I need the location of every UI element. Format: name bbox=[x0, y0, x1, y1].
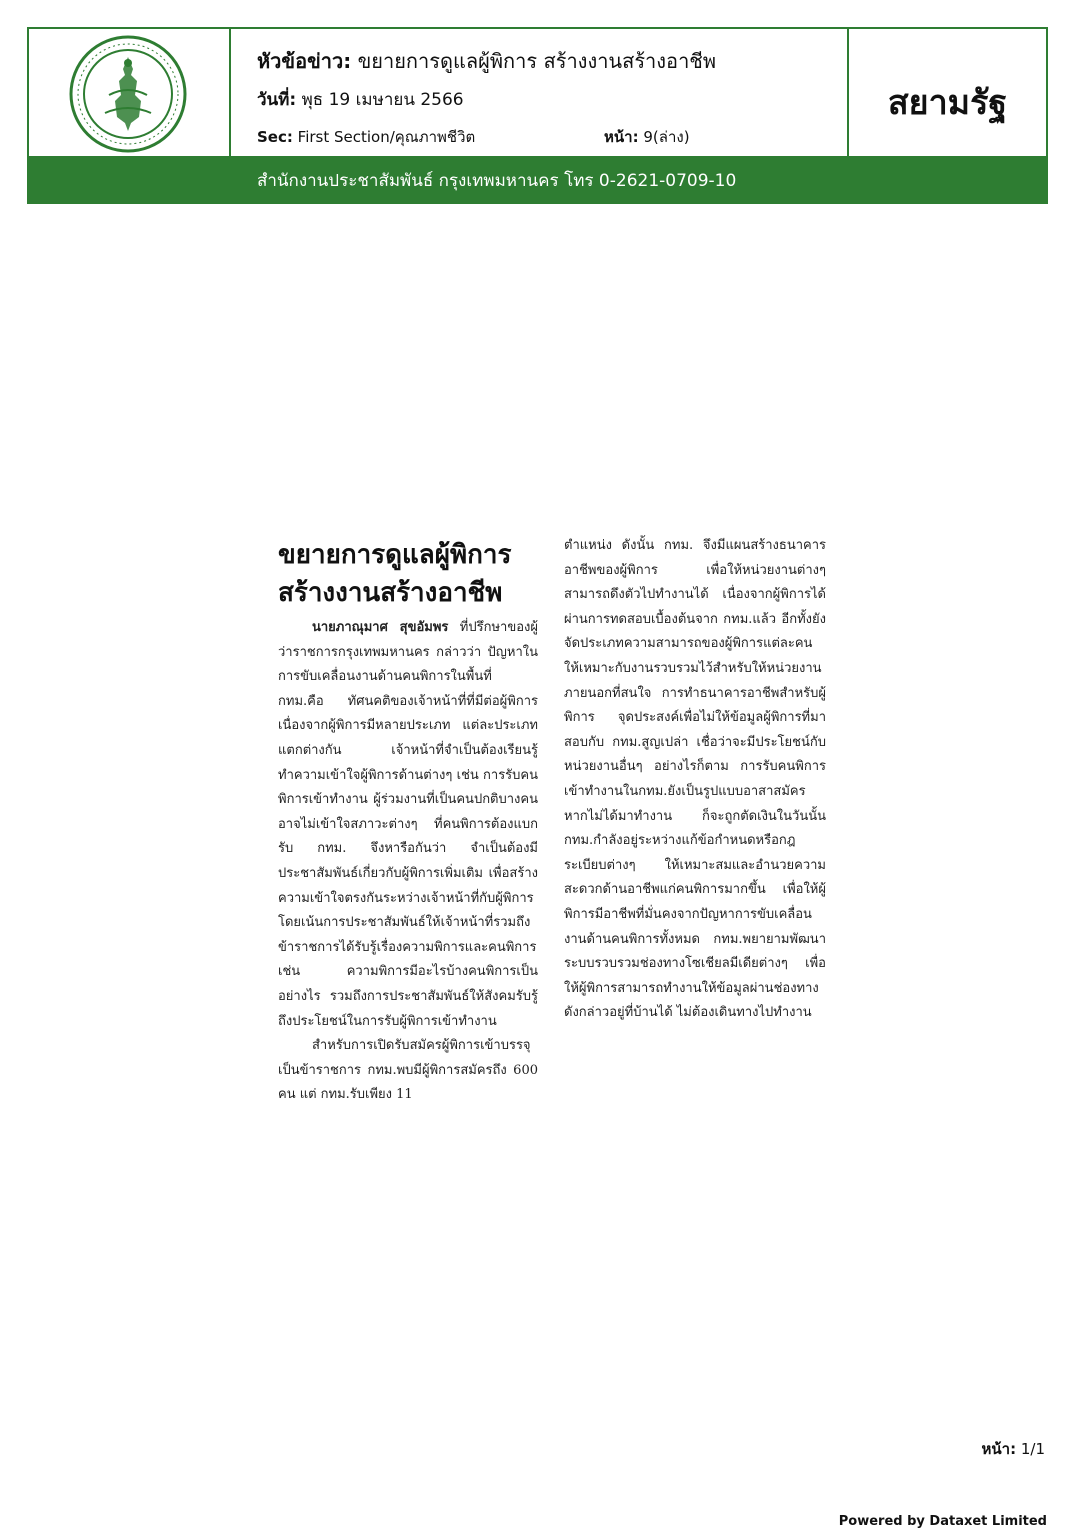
page-count bbox=[982, 1437, 1046, 1461]
bangkok-city-seal-icon bbox=[69, 35, 187, 153]
powered-by: Powered by Dataxet Limited bbox=[838, 1514, 1047, 1529]
article-byname: นายภาณุมาศ สุขอัมพร bbox=[312, 620, 449, 635]
article-paragraph-1: ที่ปรึกษาของผู้ว่าราชการกรุงเทพมหานคร กล่าวว่า ปัญหาในการขับเคลื่อนงานด้านคนพิการในพื้นที่ กทม.คือ ทัศนคติของเจ้าหน้าที่ที่มีต่อผู้พิการ เนื่องจากผู้พิการมีหลายประเภท แต่ละประเภทแตกต่างกัน เจ้าหน้าที่จำเป็นต้องเรียนรู้ทำความเข้าใจผู้พิการด้านต่างๆ เช่น การรับคนพิการเข้าทำงาน ผู้ร่วมงานที่เป็นคนปกติบางคนอาจไม่เข้าใจสภาวะต่างๆ ที่คนพิการต้องแบกรับ กทม. จึงหารือกันว่า จำเป็นต้องมีประชาสัมพันธ์เกี่ยวกับผู้พิการเพิ่มเติม เพื่อสร้างความเข้าใจตรงกันระหว่างเจ้าหน้าที่กับผู้พิการ โดยเน้นการประชาสัมพันธ์ให้เจ้าหน้าที่รวมถึงข้าราชการได้รับรู้เรื่องความพิการและคนพิการเช่น ความพิการมีอะไรบ้างคนพิการเป็นอย่างไร รวมถึงการประชาสัมพันธ์ให้สังคมรับรู้ถึงประโยชน์ในการรับผู้พิการเข้าทำงาน bbox=[278, 620, 538, 1029]
article-headline-line2: สร้างงานสร้างอาชีพ bbox=[278, 578, 503, 608]
publication-cell bbox=[849, 29, 1046, 156]
headline-label: หัวข้อข่าว: bbox=[257, 49, 352, 73]
article-column-left bbox=[278, 616, 538, 1108]
contact-bar: สำนักงานประชาสัมพันธ์ กรุงเทพมหานคร โทร 0-2621-0709-10 bbox=[27, 158, 1048, 204]
headline-value: ขยายการดูแลผู้พิการ สร้างงานสร้างอาชีพ bbox=[357, 49, 717, 73]
headline-row bbox=[257, 45, 716, 77]
info-cell bbox=[231, 29, 849, 156]
page-value: 9(ล่าง) bbox=[643, 128, 690, 146]
page-row bbox=[604, 125, 690, 149]
article-paragraph-3: ตำแหน่ง ดังนั้น กทม. จึงมีแผนสร้างธนาคารอาชีพของผู้พิการ เพื่อให้หน่วยงานต่างๆ สามารถดึงตัวไปทำงานได้ เนื่องจากผู้พิการได้ผ่านการทดสอบเบื้องต้นจาก กทม.แล้ว อีกทั้งยังจัดประเภทความสามารถของผู้พิการแต่ละคนให้เหมาะกับงานรวบรวมไว้สำหรับให้หน่วยงานภายนอกที่สนใจ การทำธนาคารอาชีพสำหรับผู้พิการ จุดประสงค์เพื่อไม่ให้ข้อมูลผู้พิการที่มาสอบกับ กทม.สูญเปล่า เชื่อว่าจะมีประโยชน์กับหน่วยงานอื่นๆ อย่างไรก็ตาม การรับคนพิการเข้าทำงานในกทม.ยังเป็นรูปแบบอาสาสมัคร หากไม่ได้มาทำงาน ก็จะถูกตัดเงินในวันนั้น กทม.กำลังอยู่ระหว่างแก้ข้อกำหนดหรือกฎระเบียบต่างๆ ให้เหมาะสมและอำนวยความสะดวกด้านอาชีพแก่คนพิการมากขึ้น เพื่อให้ผู้พิการมีอาชีพที่มั่นคงจากปัญหาการขับเคลื่อนงานด้านคนพิการทั้งหมด กทม.พยายามพัฒนาระบบรวบรวมช่องทางโซเชียลมีเดียต่างๆ เพื่อให้ผู้พิการสามารถทำงานให้ข้อมูลผ่านช่องทางดังกล่าวอยู่ที่บ้านได้ ไม่ต้องเดินทางไปทำงาน bbox=[564, 538, 826, 1021]
section-value: First Section/คุณภาพชีวิต bbox=[297, 128, 476, 146]
date-value: พุธ 19 เมษายน 2566 bbox=[301, 90, 464, 110]
article-column-right bbox=[564, 534, 826, 1026]
logo-cell bbox=[29, 29, 231, 156]
article-headline-line1: ขยายการดูแลผู้พิการ bbox=[278, 540, 512, 570]
publication-name: สยามรัฐ bbox=[887, 83, 1008, 123]
page-count-label: หน้า: bbox=[981, 1440, 1017, 1458]
section-row bbox=[257, 125, 475, 149]
page-count-value: 1/1 bbox=[1020, 1440, 1045, 1458]
page-label: หน้า: bbox=[604, 128, 639, 146]
article-paragraph bbox=[278, 616, 538, 1034]
clipping-header bbox=[27, 27, 1048, 158]
section-label: Sec: bbox=[257, 128, 293, 146]
date-label: วันที่: bbox=[257, 90, 297, 110]
date-row bbox=[257, 86, 464, 113]
article-headline bbox=[278, 536, 540, 612]
article-paragraph-2: สำหรับการเปิดรับสมัครผู้พิการเข้าบรรจุเป็นข้าราชการ กทม.พบมีผู้พิการสมัครถึง 600 คน แต่ กทม.รับเพียง 11 bbox=[278, 1038, 538, 1103]
